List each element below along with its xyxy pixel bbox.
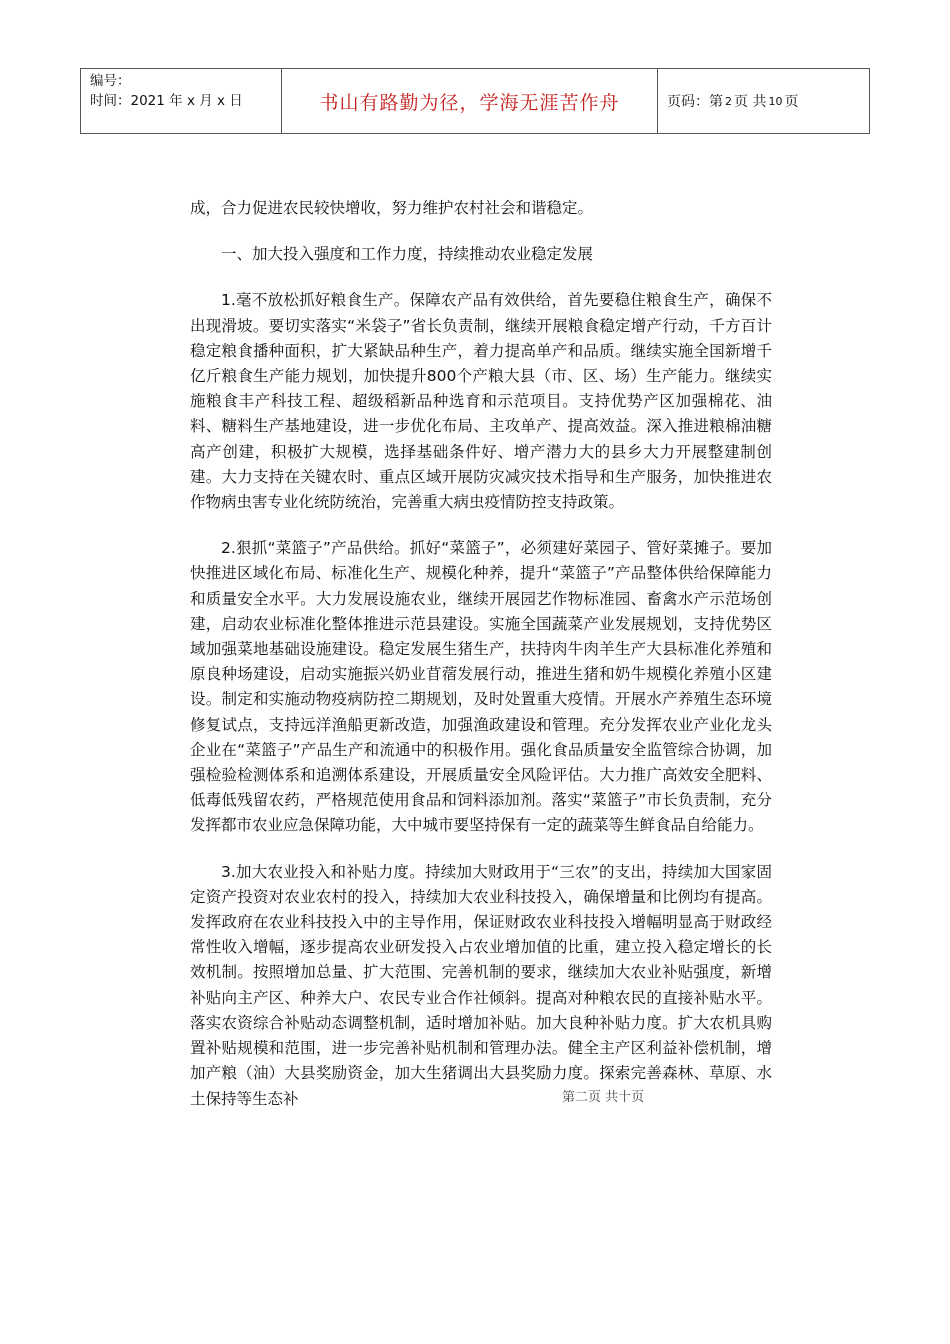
document-date: 时间：2021 年 x 月 x 日 bbox=[90, 93, 243, 109]
document-body bbox=[190, 196, 772, 1133]
paragraph-continuation: 成，合力促进农民较快增收，努力维护农村社会和谐稳定。 bbox=[190, 199, 594, 217]
header-meta bbox=[81, 69, 282, 133]
page-middle: 页 共 bbox=[734, 94, 767, 110]
paragraph-vegetable-basket: 2.狠抓“菜篮子”产品供给。抓好“菜篮子”，必须建好菜园子、管好菜摊子。要加快推进区域化布局、标准化生产、规模化种养，提升“菜篮子”产品整体供给保障能力和质量安全水平。大力发展设施农业，继续开展园艺作物标准园、畜禽水产示范场创建，启动农业标准化整体推进示范县建设。实施全国蔬菜产业发展规划，支持优势区域加强菜地基础设施建设。稳定发展生猪生产，扶持肉牛肉羊生产大县标准化养殖和原良种场建设，启动实施振兴奶业苜蓿发展行动，推进生猪和奶牛规模化养殖小区建设。制定和实施动物疫病防控二期规划，及时处置重大疫情。开展水产养殖生态环境修复试点，支持远洋渔船更新改造，加强渔政建设和管理。充分发挥农业产业化龙头企业在“菜篮子”产品生产和流通中的积极作用。强化食品质量安全监管综合协调，加强检验检测体系和追溯体系建设，开展质量安全风险评估。大力推广高效安全肥料、低毒低残留农药，严格规范使用食品和饲料添加剂。落实“菜篮子”市长负责制，充分发挥都市农业应急保障功能，大中城市要坚持保有一定的蔬菜等生鲜食品自给能力。 bbox=[190, 539, 772, 835]
page-prefix: 页码：第 bbox=[667, 94, 723, 110]
document-header bbox=[80, 68, 870, 134]
page-indicator bbox=[658, 69, 869, 133]
header-motto: 书山有路勤为径，学海无涯苦作舟 bbox=[282, 69, 658, 133]
page-footer-overlay: 第二页 共十页 bbox=[562, 1090, 645, 1105]
document-number-label: 编号： bbox=[90, 73, 131, 89]
page-total: 10 bbox=[768, 94, 783, 108]
paragraph-grain-production: 1.毫不放松抓好粮食生产。保障农产品有效供给，首先要稳住粮食生产，确保不出现滑坡。要切实落实“米袋子”省长负责制，继续开展粮食稳定增产行动，千方百计稳定粮食播种面积，扩大紧缺品种生产，着力提高单产和品质。继续实施全国新增千亿斤粮食生产能力规划，加快提升800个产粮大县（市、区、场）生产能力。继续实施粮食丰产科技工程、超级稻新品种选育和示范项目。支持优势产区加强棉花、油料、糖料生产基地建设，进一步优化布局、主攻单产、提高效益。深入推进粮棉油糖高产创建，积极扩大规模，选择基础条件好、增产潜力大的县乡大力开展整建制创建。大力支持在关键农时、重点区域开展防灾减灾技术指导和生产服务，加快推进农作物病虫害专业化统防统治，完善重大病虫疫情防控支持政策。 bbox=[190, 291, 772, 512]
section-heading: 一、加大投入强度和工作力度，持续推动农业稳定发展 bbox=[221, 245, 594, 264]
paragraph-agri-subsidy: 3.加大农业投入和补贴力度。持续加大财政用于“三农”的支出，持续加大国家固定资产投资对农业农村的投入，持续加大农业科技投入，确保增量和比例均有提高。发挥政府在农业科技投入中的主导作用，保证财政农业科技投入增幅明显高于财政经常性收入增幅，逐步提高农业研发投入占农业增加值的比重，建立投入稳定增长的长效机制。按照增加总量、扩大范围、完善机制的要求，继续加大农业补贴强度，新增补贴向主产区、种养大户、农民专业合作社倾斜。提高对种粮农民的直接补贴水平。落实农资综合补贴动态调整机制，适时增加补贴。加大良种补贴力度。扩大农机具购置补贴规模和范围，进一步完善补贴机制和管理办法。健全主产区利益补偿机制，增加产粮（油）大县奖励资金，加大生猪调出大县奖励力度。探索完善森林、草原、水土保持等生态补 bbox=[190, 862, 772, 1108]
page-suffix: 页 bbox=[784, 94, 799, 110]
page-current: 2 bbox=[725, 94, 732, 108]
